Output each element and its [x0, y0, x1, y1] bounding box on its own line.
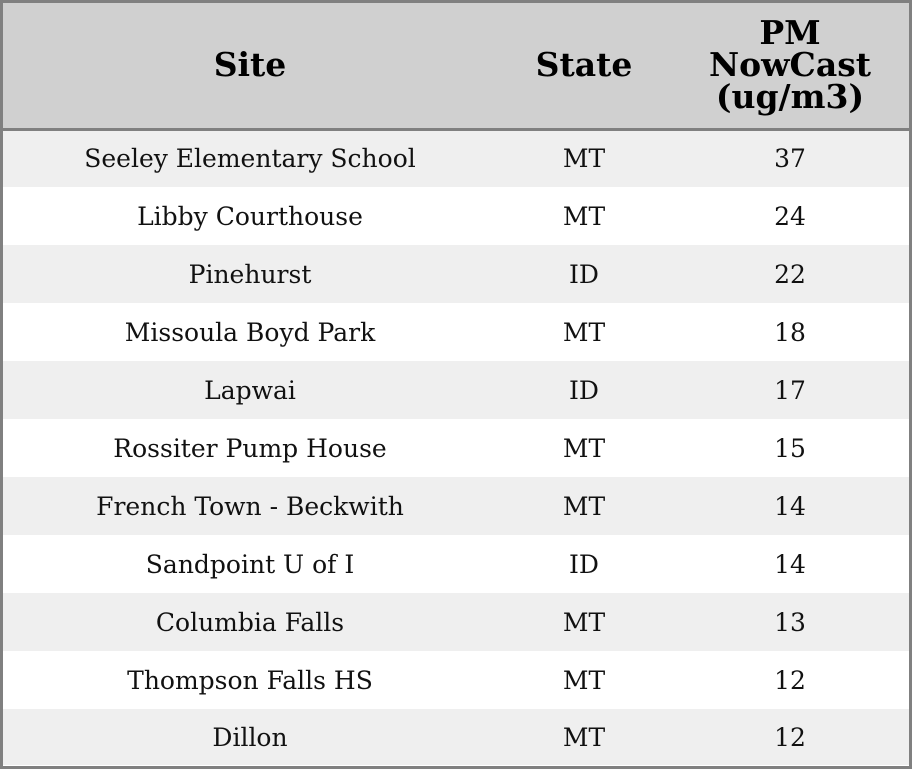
cell-state: MT: [562, 144, 606, 174]
column-header-pm-line1: PM: [759, 13, 821, 53]
cell-state: MT: [562, 317, 606, 347]
table-row: [3, 245, 909, 303]
table-row: [3, 709, 909, 765]
cell-state: ID: [569, 259, 599, 289]
cell-site: Rossiter Pump House: [113, 433, 387, 463]
cell-state: MT: [562, 607, 606, 637]
cell-state: MT: [562, 433, 606, 463]
cell-state: ID: [569, 375, 599, 405]
cell-site: Lapwai: [204, 375, 296, 405]
table-row: [3, 419, 909, 477]
cell-pm-nowcast: 17: [774, 375, 806, 405]
table-row: [3, 361, 909, 419]
cell-state: MT: [562, 201, 606, 231]
column-header-site: Site: [3, 3, 497, 129]
column-header-pm-line2: NowCast: [708, 45, 872, 85]
pm-nowcast-table: [3, 3, 909, 765]
cell-pm-nowcast: 15: [774, 433, 806, 463]
column-header-pm-line3: (ug/m3): [715, 77, 865, 117]
table-row: [3, 477, 909, 535]
column-header-state: State: [497, 3, 671, 129]
table-header: [3, 3, 909, 129]
cell-site: Sandpoint U of I: [145, 549, 355, 579]
table-row: [3, 535, 909, 593]
cell-pm-nowcast: 13: [774, 607, 806, 637]
cell-pm-nowcast: 12: [774, 665, 806, 695]
cell-site: French Town - Beckwith: [96, 491, 404, 521]
cell-pm-nowcast: 14: [774, 491, 806, 521]
cell-pm-nowcast: 22: [774, 259, 806, 289]
cell-state: MT: [562, 722, 606, 752]
cell-pm-nowcast: 12: [774, 722, 806, 752]
column-header-pm-nowcast: [671, 3, 909, 129]
cell-state: MT: [562, 665, 606, 695]
cell-site: Libby Courthouse: [137, 201, 363, 231]
table-body: [3, 129, 909, 765]
table-row: [3, 593, 909, 651]
table-row: [3, 651, 909, 709]
header-row: [3, 3, 909, 129]
table-row: [3, 187, 909, 245]
table-row: [3, 303, 909, 361]
cell-state: MT: [562, 491, 606, 521]
cell-pm-nowcast: 18: [774, 317, 806, 347]
cell-site: Pinehurst: [188, 259, 312, 289]
cell-pm-nowcast: 14: [774, 549, 806, 579]
cell-site: Seeley Elementary School: [84, 144, 416, 174]
cell-site: Thompson Falls HS: [127, 665, 373, 695]
cell-pm-nowcast: 24: [774, 201, 806, 231]
cell-site: Columbia Falls: [155, 607, 345, 637]
cell-site: Dillon: [212, 722, 288, 752]
table-row: [3, 129, 909, 187]
cell-site: Missoula Boyd Park: [124, 317, 376, 347]
cell-state: ID: [569, 549, 599, 579]
cell-pm-nowcast: 37: [774, 144, 806, 174]
